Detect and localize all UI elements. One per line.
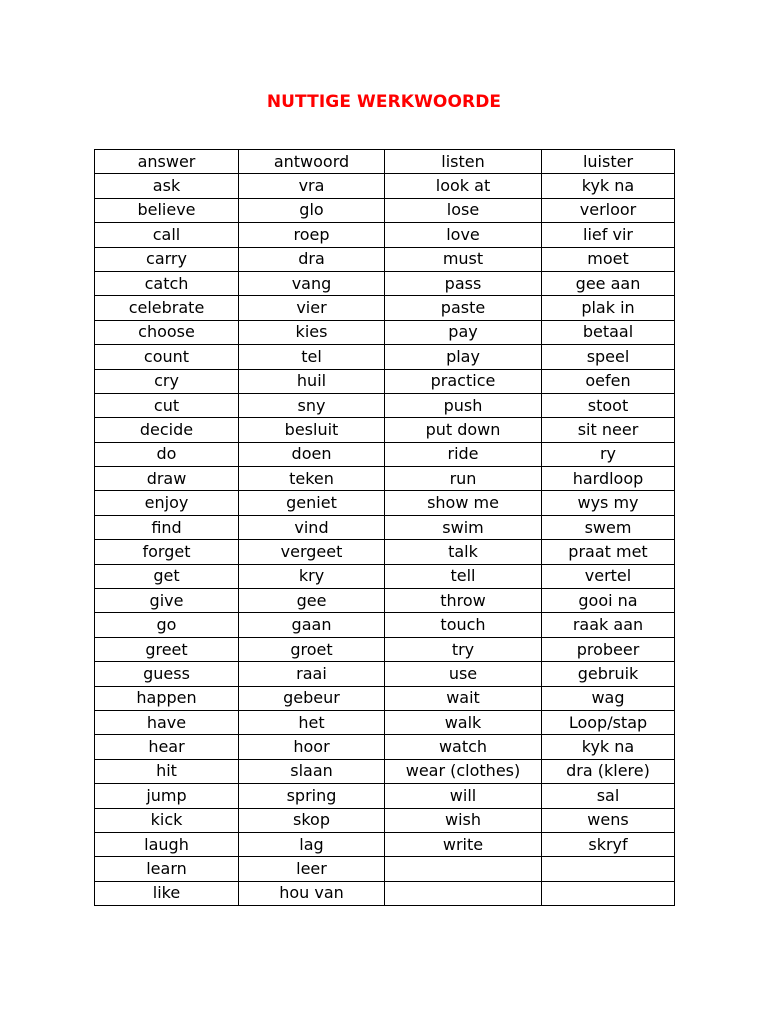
table-cell-english-verb: lose	[385, 198, 542, 222]
table-cell-afrikaans-verb: roep	[239, 223, 385, 247]
table-cell-english-verb: answer	[95, 150, 239, 174]
table-cell-english-verb: pay	[385, 320, 542, 344]
table-cell-afrikaans-verb: gee	[239, 589, 385, 613]
table-cell-english-verb: happen	[95, 686, 239, 710]
table-cell-english-verb: ride	[385, 442, 542, 466]
table-cell-english-verb: guess	[95, 662, 239, 686]
table-cell-afrikaans-verb: lag	[239, 832, 385, 856]
table-cell-afrikaans-verb: dra (klere)	[542, 759, 675, 783]
table-cell-english-verb: show me	[385, 491, 542, 515]
table-cell-afrikaans-verb: vind	[239, 515, 385, 539]
table-cell-english-verb: pass	[385, 271, 542, 295]
table-row	[95, 515, 675, 539]
table-cell-english-verb: put down	[385, 418, 542, 442]
table-row	[95, 320, 675, 344]
table-cell-english-verb: laugh	[95, 832, 239, 856]
table-cell-afrikaans-verb	[542, 857, 675, 881]
table-cell-english-verb: draw	[95, 467, 239, 491]
table-cell-afrikaans-verb: glo	[239, 198, 385, 222]
table-cell-afrikaans-verb: lief vir	[542, 223, 675, 247]
table-cell-english-verb: like	[95, 881, 239, 905]
table-cell-afrikaans-verb: sny	[239, 393, 385, 417]
table-cell-afrikaans-verb: ry	[542, 442, 675, 466]
table-cell-afrikaans-verb: leer	[239, 857, 385, 881]
table-cell-english-verb	[385, 881, 542, 905]
table-cell-afrikaans-verb: skop	[239, 808, 385, 832]
table-cell-english-verb: swim	[385, 515, 542, 539]
table-cell-afrikaans-verb: luister	[542, 150, 675, 174]
table-cell-english-verb: wear (clothes)	[385, 759, 542, 783]
table-cell-afrikaans-verb: raak aan	[542, 613, 675, 637]
table-row	[95, 832, 675, 856]
table-cell-english-verb: walk	[385, 710, 542, 734]
table-cell-english-verb: forget	[95, 540, 239, 564]
table-cell-afrikaans-verb	[542, 881, 675, 905]
verb-table-body	[95, 150, 675, 906]
table-cell-english-verb: believe	[95, 198, 239, 222]
table-cell-english-verb: kick	[95, 808, 239, 832]
table-cell-afrikaans-verb: gebeur	[239, 686, 385, 710]
table-row	[95, 540, 675, 564]
table-row	[95, 491, 675, 515]
table-row	[95, 759, 675, 783]
table-cell-english-verb: hit	[95, 759, 239, 783]
table-cell-afrikaans-verb: swem	[542, 515, 675, 539]
table-cell-afrikaans-verb: hou van	[239, 881, 385, 905]
table-cell-english-verb: practice	[385, 369, 542, 393]
table-cell-afrikaans-verb: vertel	[542, 564, 675, 588]
table-cell-english-verb: write	[385, 832, 542, 856]
table-cell-english-verb: run	[385, 467, 542, 491]
table-cell-english-verb: paste	[385, 296, 542, 320]
table-cell-english-verb: cut	[95, 393, 239, 417]
table-cell-afrikaans-verb: wag	[542, 686, 675, 710]
table-row	[95, 442, 675, 466]
table-cell-english-verb: cry	[95, 369, 239, 393]
table-cell-english-verb: jump	[95, 784, 239, 808]
table-cell-afrikaans-verb: huil	[239, 369, 385, 393]
table-cell-english-verb: greet	[95, 637, 239, 661]
table-row	[95, 271, 675, 295]
table-cell-afrikaans-verb: kry	[239, 564, 385, 588]
table-row	[95, 808, 675, 832]
table-cell-english-verb: watch	[385, 735, 542, 759]
table-row	[95, 223, 675, 247]
table-row	[95, 589, 675, 613]
table-cell-afrikaans-verb: slaan	[239, 759, 385, 783]
table-cell-english-verb: wish	[385, 808, 542, 832]
table-cell-english-verb: tell	[385, 564, 542, 588]
table-row	[95, 662, 675, 686]
table-cell-english-verb: go	[95, 613, 239, 637]
table-cell-english-verb: wait	[385, 686, 542, 710]
table-row	[95, 857, 675, 881]
table-cell-afrikaans-verb: kyk na	[542, 174, 675, 198]
table-cell-afrikaans-verb: besluit	[239, 418, 385, 442]
table-cell-english-verb	[385, 857, 542, 881]
table-cell-afrikaans-verb: hoor	[239, 735, 385, 759]
table-cell-afrikaans-verb: doen	[239, 442, 385, 466]
table-cell-afrikaans-verb: kyk na	[542, 735, 675, 759]
table-cell-afrikaans-verb: skryf	[542, 832, 675, 856]
table-cell-english-verb: hear	[95, 735, 239, 759]
table-cell-afrikaans-verb: vergeet	[239, 540, 385, 564]
table-row	[95, 174, 675, 198]
table-cell-english-verb: find	[95, 515, 239, 539]
table-cell-afrikaans-verb: gaan	[239, 613, 385, 637]
table-cell-english-verb: count	[95, 345, 239, 369]
table-cell-afrikaans-verb: speel	[542, 345, 675, 369]
table-row	[95, 637, 675, 661]
table-cell-afrikaans-verb: geniet	[239, 491, 385, 515]
table-cell-english-verb: listen	[385, 150, 542, 174]
table-row	[95, 710, 675, 734]
table-cell-english-verb: try	[385, 637, 542, 661]
table-cell-english-verb: do	[95, 442, 239, 466]
table-cell-afrikaans-verb: praat met	[542, 540, 675, 564]
table-cell-english-verb: will	[385, 784, 542, 808]
table-row	[95, 369, 675, 393]
table-cell-afrikaans-verb: gebruik	[542, 662, 675, 686]
table-cell-afrikaans-verb: wys my	[542, 491, 675, 515]
table-cell-afrikaans-verb: gooi na	[542, 589, 675, 613]
table-cell-english-verb: love	[385, 223, 542, 247]
table-row	[95, 784, 675, 808]
table-row	[95, 735, 675, 759]
table-cell-english-verb: carry	[95, 247, 239, 271]
table-row	[95, 150, 675, 174]
table-row	[95, 613, 675, 637]
table-cell-afrikaans-verb: kies	[239, 320, 385, 344]
table-cell-afrikaans-verb: spring	[239, 784, 385, 808]
table-cell-afrikaans-verb: teken	[239, 467, 385, 491]
table-cell-afrikaans-verb: tel	[239, 345, 385, 369]
table-cell-afrikaans-verb: stoot	[542, 393, 675, 417]
table-row	[95, 247, 675, 271]
table-cell-english-verb: talk	[385, 540, 542, 564]
table-cell-afrikaans-verb: raai	[239, 662, 385, 686]
table-cell-afrikaans-verb: Loop/stap	[542, 710, 675, 734]
table-row	[95, 881, 675, 905]
table-cell-afrikaans-verb: hardloop	[542, 467, 675, 491]
table-cell-english-verb: call	[95, 223, 239, 247]
table-cell-english-verb: enjoy	[95, 491, 239, 515]
table-cell-afrikaans-verb: vra	[239, 174, 385, 198]
table-cell-afrikaans-verb: wens	[542, 808, 675, 832]
table-cell-english-verb: touch	[385, 613, 542, 637]
table-cell-afrikaans-verb: het	[239, 710, 385, 734]
table-cell-english-verb: decide	[95, 418, 239, 442]
table-cell-english-verb: push	[385, 393, 542, 417]
table-cell-english-verb: give	[95, 589, 239, 613]
table-cell-english-verb: choose	[95, 320, 239, 344]
table-row	[95, 345, 675, 369]
table-cell-afrikaans-verb: dra	[239, 247, 385, 271]
table-cell-english-verb: learn	[95, 857, 239, 881]
table-cell-english-verb: look at	[385, 174, 542, 198]
table-cell-english-verb: play	[385, 345, 542, 369]
page-title: NUTTIGE WERKWOORDE	[266, 92, 502, 112]
table-cell-afrikaans-verb: vier	[239, 296, 385, 320]
table-cell-afrikaans-verb: gee aan	[542, 271, 675, 295]
verb-table	[94, 149, 675, 906]
table-cell-english-verb: get	[95, 564, 239, 588]
table-cell-english-verb: use	[385, 662, 542, 686]
table-cell-english-verb: ask	[95, 174, 239, 198]
table-row	[95, 686, 675, 710]
table-cell-afrikaans-verb: sal	[542, 784, 675, 808]
table-cell-afrikaans-verb: verloor	[542, 198, 675, 222]
table-cell-english-verb: celebrate	[95, 296, 239, 320]
table-cell-english-verb: catch	[95, 271, 239, 295]
table-cell-afrikaans-verb: oefen	[542, 369, 675, 393]
table-cell-afrikaans-verb: groet	[239, 637, 385, 661]
table-cell-afrikaans-verb: sit neer	[542, 418, 675, 442]
table-row	[95, 296, 675, 320]
table-row	[95, 393, 675, 417]
table-cell-english-verb: throw	[385, 589, 542, 613]
table-cell-afrikaans-verb: probeer	[542, 637, 675, 661]
table-cell-english-verb: must	[385, 247, 542, 271]
table-cell-afrikaans-verb: vang	[239, 271, 385, 295]
table-cell-afrikaans-verb: moet	[542, 247, 675, 271]
table-row	[95, 418, 675, 442]
table-cell-afrikaans-verb: betaal	[542, 320, 675, 344]
table-cell-afrikaans-verb: antwoord	[239, 150, 385, 174]
table-cell-afrikaans-verb: plak in	[542, 296, 675, 320]
table-row	[95, 467, 675, 491]
table-row	[95, 564, 675, 588]
table-cell-english-verb: have	[95, 710, 239, 734]
table-row	[95, 198, 675, 222]
